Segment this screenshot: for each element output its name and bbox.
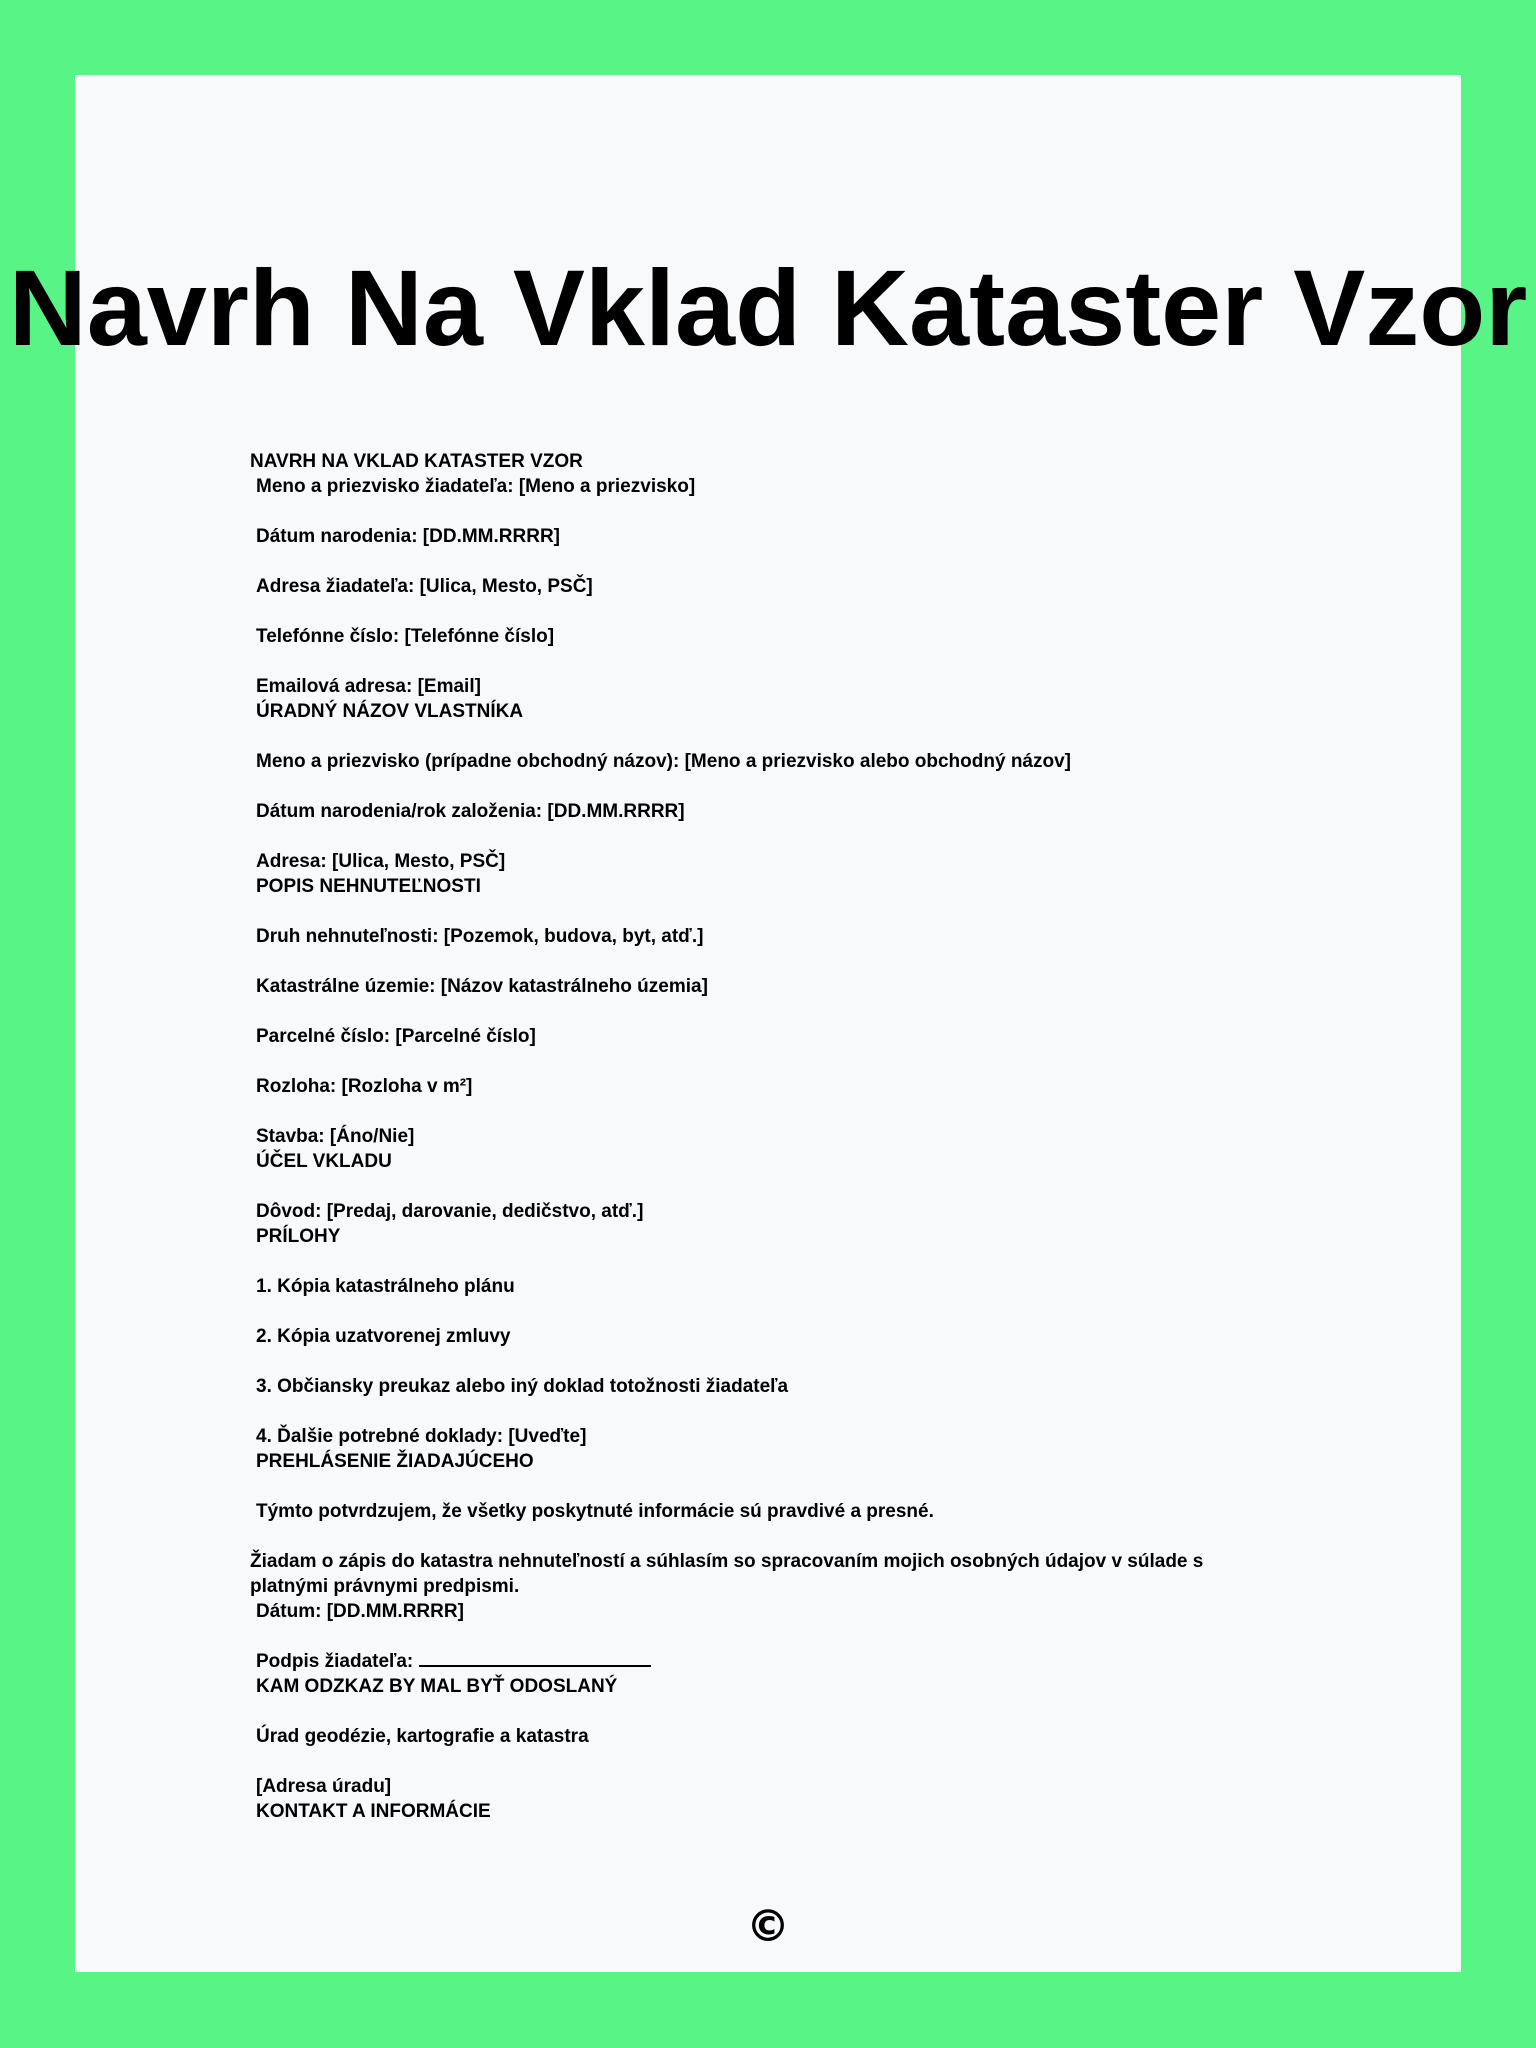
blank-line xyxy=(250,599,1290,624)
email-line: Emailová adresa: [Email] xyxy=(256,676,481,697)
owner-address-line: Adresa: [Ulica, Mesto, PSČ] xyxy=(256,851,506,872)
applicant-name-line: Meno a priezvisko žiadateľa: [Meno a priezvisko] xyxy=(256,476,696,497)
office-name-line: Úrad geodézie, kartografie a katastra xyxy=(256,1726,589,1747)
building-line: Stavba: [Áno/Nie] xyxy=(256,1126,415,1147)
blank-line xyxy=(250,1174,1290,1199)
section-heading-attachments: PRÍLOHY xyxy=(256,1226,341,1247)
parcel-number-line: Parcelné číslo: [Parcelné číslo] xyxy=(256,1026,536,1047)
section-heading-purpose: ÚČEL VKLADU xyxy=(256,1151,392,1172)
signature-line xyxy=(250,1649,1290,1674)
blank-line xyxy=(250,724,1290,749)
blank-line xyxy=(250,1299,1290,1324)
cadastral-area-line: Katastrálne územie: [Názov katastrálneho územia] xyxy=(256,976,708,997)
applicant-address-line: Adresa žiadateľa: [Ulica, Mesto, PSČ] xyxy=(256,576,593,597)
office-address-line: [Adresa úradu] xyxy=(256,1776,392,1797)
consent-text: Žiadam o zápis do katastra nehnuteľností a súhlasím so spracovaním mojich osobných údajov v súlade s xyxy=(250,1551,1204,1572)
signature-label: Podpis žiadateľa: xyxy=(256,1651,414,1672)
area-line: Rozloha: [Rozloha v m²] xyxy=(256,1076,473,1097)
attachment-item: 1. Kópia katastrálneho plánu xyxy=(256,1276,515,1297)
owner-name-line: Meno a priezvisko (prípadne obchodný názov): [Meno a priezvisko alebo obchodný názov] xyxy=(256,751,1071,772)
section-heading-declaration: PREHLÁSENIE ŽIADAJÚCEHO xyxy=(256,1451,534,1472)
owner-birth-line: Dátum narodenia/rok založenia: [DD.MM.RRRR] xyxy=(256,801,685,822)
section-heading-send-to: KAM ODZKAZ BY MAL BYŤ ODOSLANÝ xyxy=(256,1676,618,1697)
blank-line xyxy=(250,549,1290,574)
blank-line xyxy=(250,899,1290,924)
blank-line xyxy=(250,824,1290,849)
blank-line xyxy=(250,1349,1290,1374)
consent-text-continued: platnými právnymi predpismi. xyxy=(250,1576,520,1597)
blank-line xyxy=(250,1474,1290,1499)
blank-line xyxy=(250,1049,1290,1074)
attachment-item: 3. Občiansky preukaz alebo iný doklad totožnosti žiadateľa xyxy=(256,1376,789,1397)
blank-line xyxy=(250,999,1290,1024)
blank-line xyxy=(250,774,1290,799)
blank-line xyxy=(250,1699,1290,1724)
reason-line: Dôvod: [Predaj, darovanie, dedičstvo, atď.] xyxy=(256,1201,644,1222)
declaration-text: Týmto potvrdzujem, že všetky poskytnuté informácie sú pravdivé a presné. xyxy=(256,1501,934,1522)
property-type-line: Druh nehnuteľnosti: [Pozemok, budova, byt, atď.] xyxy=(256,926,704,947)
document-body xyxy=(250,449,1290,1824)
blank-line xyxy=(250,1249,1290,1274)
attachment-item: 2. Kópia uzatvorenej zmluvy xyxy=(256,1326,511,1347)
section-heading-contact: KONTAKT A INFORMÁCIE xyxy=(256,1801,491,1822)
blank-line xyxy=(250,1624,1290,1649)
form-heading: NAVRH NA VKLAD KATASTER VZOR xyxy=(250,451,583,472)
blank-line xyxy=(250,1399,1290,1424)
blank-line xyxy=(250,499,1290,524)
section-heading-owner: ÚRADNÝ NÁZOV VLASTNÍKA xyxy=(256,701,524,722)
blank-line xyxy=(250,1749,1290,1774)
blank-line xyxy=(250,1524,1290,1549)
blank-line xyxy=(250,1099,1290,1124)
section-heading-property: POPIS NEHNUTEĽNOSTI xyxy=(256,876,481,897)
date-line: Dátum: [DD.MM.RRRR] xyxy=(256,1601,464,1622)
copyright-symbol: © xyxy=(746,1901,790,1952)
attachment-item: 4. Ďalšie potrebné doklady: [Uveďte] xyxy=(256,1426,587,1447)
blank-line xyxy=(250,649,1290,674)
birth-date-line: Dátum narodenia: [DD.MM.RRRR] xyxy=(256,526,560,547)
phone-line: Telefónne číslo: [Telefónne číslo] xyxy=(256,626,555,647)
signature-field[interactable] xyxy=(419,1649,651,1667)
blank-line xyxy=(250,949,1290,974)
document-title: Navrh Na Vklad Kataster Vzor xyxy=(8,247,1528,368)
